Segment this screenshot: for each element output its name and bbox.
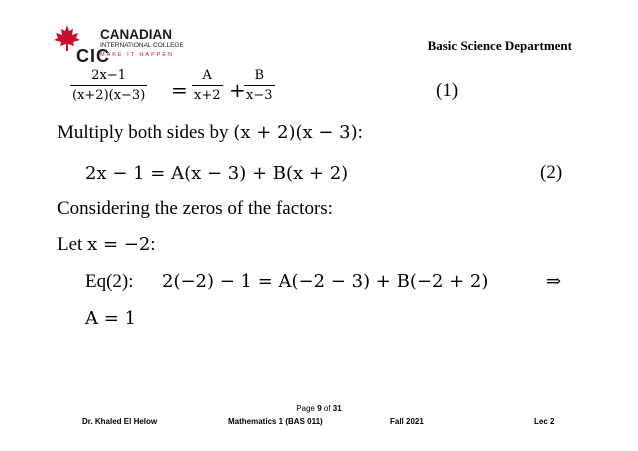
page-of: of xyxy=(321,404,333,413)
fraction-denominator: x−3 xyxy=(244,85,275,103)
college-logo xyxy=(52,24,182,68)
fraction-b xyxy=(244,68,275,103)
page-total: 31 xyxy=(332,404,342,413)
footer-lecture: Lec 2 xyxy=(534,417,555,426)
page-prefix: Page xyxy=(296,404,318,413)
fraction-denominator: (x+2)(x−3) xyxy=(70,85,147,103)
department-title: Basic Science Department xyxy=(427,38,572,53)
fraction-numerator: 2x−1 xyxy=(91,68,127,83)
fraction-numerator: B xyxy=(254,68,265,83)
logo-name: CANADIAN xyxy=(100,27,172,42)
instruction-colon: : xyxy=(357,122,363,143)
equation-tag-2: (2) xyxy=(540,162,563,183)
instruction-text: Multiply both sides by xyxy=(57,122,234,143)
footer-author: Dr. Khaled El Helow xyxy=(82,417,158,426)
footer-course: Mathematics 1 (BAS 011) xyxy=(228,417,323,426)
instruction-let xyxy=(57,234,156,256)
plus-sign: + xyxy=(229,78,246,102)
page-current: 9 xyxy=(317,404,322,413)
result-value: A = 1 xyxy=(85,308,136,329)
implies-arrow: ⇒ xyxy=(546,271,562,292)
fraction-denominator: x+2 xyxy=(192,85,223,103)
inline-math: x = −2 xyxy=(87,234,151,255)
instruction-multiply xyxy=(57,122,363,144)
page-number xyxy=(0,404,638,413)
equation-2: 2x − 1 = A(x − 3) + B(x + 2) xyxy=(85,163,349,184)
fraction-lhs xyxy=(70,68,147,103)
equation-substitution: 2(−2) − 1 = A(−2 − 3) + B(−2 + 2) xyxy=(162,271,489,292)
instruction-colon: : xyxy=(150,234,156,255)
fraction-numerator: A xyxy=(202,68,212,83)
equation-label: Eq(2): xyxy=(85,271,134,292)
instruction-zeros: Considering the zeros of the factors: xyxy=(57,198,333,219)
inline-math: (x + 2)(x − 3) xyxy=(233,122,358,143)
logo-mark: CIC xyxy=(76,46,110,66)
fraction-a xyxy=(192,68,223,103)
instruction-text: Let xyxy=(57,234,88,255)
footer-term: Fall 2021 xyxy=(390,417,424,426)
equals-sign: = xyxy=(171,78,188,102)
equation-tag-1: (1) xyxy=(436,80,459,101)
logo-tagline: MAKE IT HAPPEN xyxy=(100,52,175,58)
logo-subtitle: INTERNATIONAL COLLEGE xyxy=(100,42,184,49)
